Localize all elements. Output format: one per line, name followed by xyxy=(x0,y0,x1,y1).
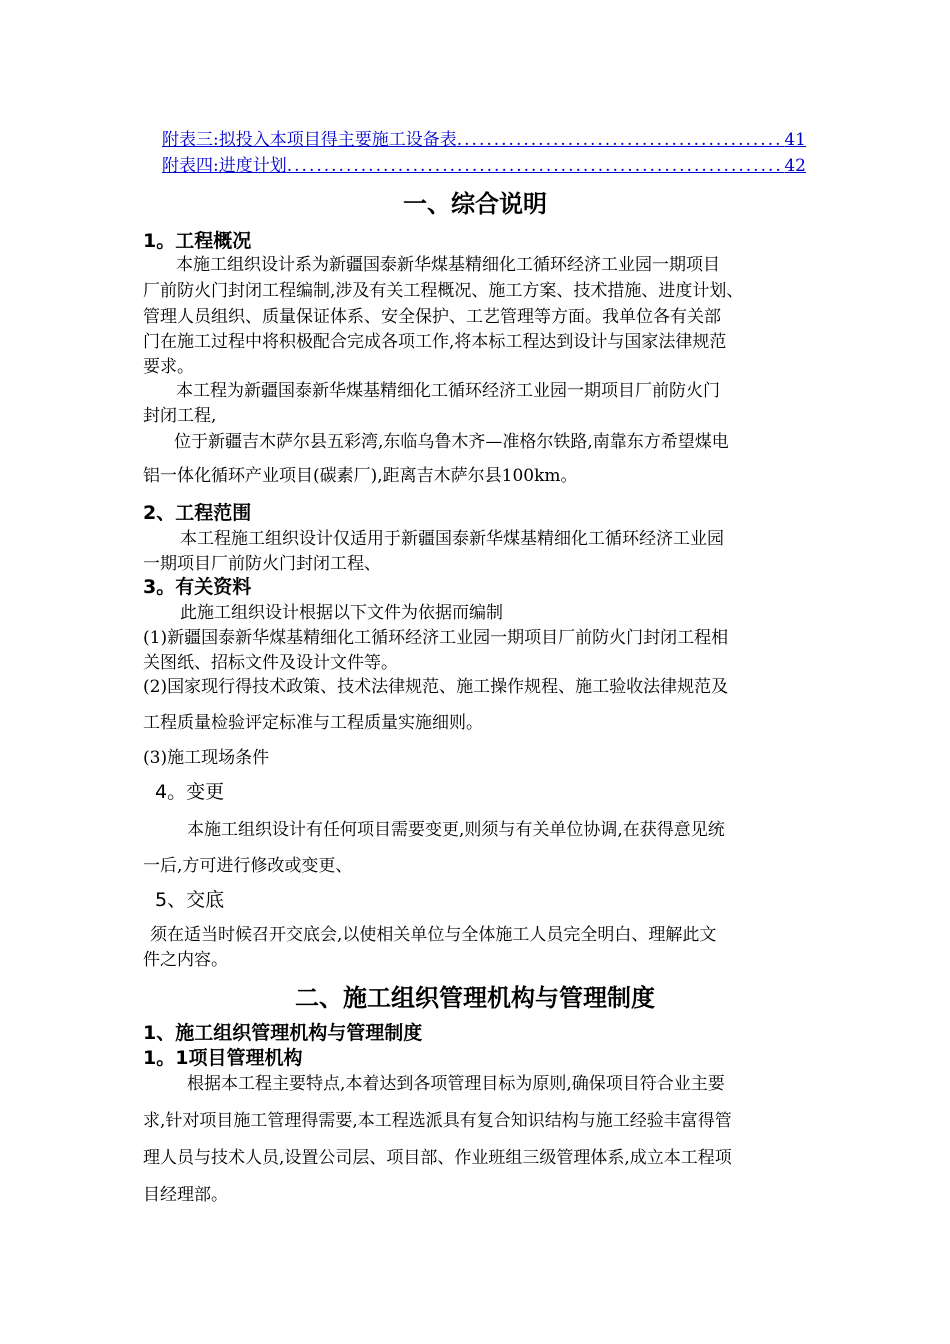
paragraph-line: 本施工组织设计有任何项目需要变更,则须与有关单位协调,在获得意见统 xyxy=(187,820,725,840)
subsection-heading: 5、交底 xyxy=(155,889,225,911)
toc-entry-label: 附表三:拟投入本项目得主要施工设备表 xyxy=(162,130,457,150)
toc-leader-dots xyxy=(287,156,785,176)
paragraph-line: 厂前防火门封闭工程编制,涉及有关工程概况、施工方案、技术措施、进度计划、 xyxy=(143,281,744,301)
paragraph-line: 位于新疆吉木萨尔县五彩湾,东临乌鲁木齐—准格尔铁路,南靠东方希望煤电 xyxy=(174,432,729,452)
paragraph-line: 关图纸、招标文件及设计文件等。 xyxy=(143,653,398,673)
paragraph-line: 目经理部。 xyxy=(143,1185,228,1205)
paragraph-line: 理人员与技术人员,设置公司层、项目部、作业班组三级管理体系,成立本工程项 xyxy=(143,1148,732,1168)
paragraph-line: 根据本工程主要特点,本着达到各项管理目标为原则,确保项目符合业主要 xyxy=(187,1074,725,1094)
section-title: 一、综合说明 xyxy=(403,190,547,218)
subsection-heading: 1。工程概况 xyxy=(143,230,252,252)
paragraph-line: 一期项目厂前防火门封闭工程、 xyxy=(143,554,381,574)
paragraph-line: 门在施工过程中将积极配合完成各项工作,将本标工程达到设计与国家法律规范 xyxy=(143,332,727,352)
paragraph-line: 管理人员组织、质量保证体系、安全保护、工艺管理等方面。我单位各有关部 xyxy=(143,307,721,327)
paragraph-line: 要求。 xyxy=(143,357,194,377)
paragraph-line: (1)新疆国泰新华煤基精细化工循环经济工业园一期项目厂前防火门封闭工程相 xyxy=(143,628,729,648)
paragraph-line: (3)施工现场条件 xyxy=(143,748,270,768)
section-title: 二、施工组织管理机构与管理制度 xyxy=(295,984,655,1012)
paragraph-line: 本工程为新疆国泰新华煤基精细化工循环经济工业园一期项目厂前防火门 xyxy=(176,381,720,401)
toc-entry-page: 42 xyxy=(784,156,806,176)
paragraph-line: 此施工组织设计根据以下文件为依据而编制 xyxy=(180,603,503,623)
paragraph-line: 须在适当时候召开交底会,以使相关单位与全体施工人员完全明白、理解此文 xyxy=(150,925,717,945)
paragraph-line: 一后,方可进行修改或变更、 xyxy=(143,856,353,876)
subsection-heading: 3。有关资料 xyxy=(143,576,252,598)
subsection-heading: 2、工程范围 xyxy=(143,502,252,524)
paragraph-line: 铝一体化循环产业项目(碳素厂),距离吉木萨尔县100km。 xyxy=(143,466,578,486)
paragraph-line: 求,针对项目施工管理得需要,本工程选派具有复合知识结构与施工经验丰富得管 xyxy=(143,1111,732,1131)
toc-entry-label: 附表四:进度计划 xyxy=(162,156,287,176)
subsection-heading: 1。1项目管理机构 xyxy=(143,1047,303,1069)
toc-leader-dots xyxy=(457,130,785,150)
paragraph-line: 封闭工程, xyxy=(143,406,217,426)
paragraph-line: 本工程施工组织设计仅适用于新疆国泰新华煤基精细化工循环经济工业园 xyxy=(180,529,724,549)
subsection-heading: 1、施工组织管理机构与管理制度 xyxy=(143,1022,423,1044)
toc-entry[interactable] xyxy=(162,151,806,176)
paragraph-line: 件之内容。 xyxy=(143,950,228,970)
toc-entry[interactable] xyxy=(162,125,806,150)
toc-entry-page: 41 xyxy=(784,130,806,150)
paragraph-line: 工程质量检验评定标准与工程质量实施细则。 xyxy=(143,713,483,733)
paragraph-line: 本施工组织设计系为新疆国泰新华煤基精细化工循环经济工业园一期项目 xyxy=(176,255,720,275)
paragraph-line: (2)国家现行得技术政策、技术法律规范、施工操作规程、施工验收法律规范及 xyxy=(143,677,729,697)
subsection-heading: 4。变更 xyxy=(155,781,225,803)
